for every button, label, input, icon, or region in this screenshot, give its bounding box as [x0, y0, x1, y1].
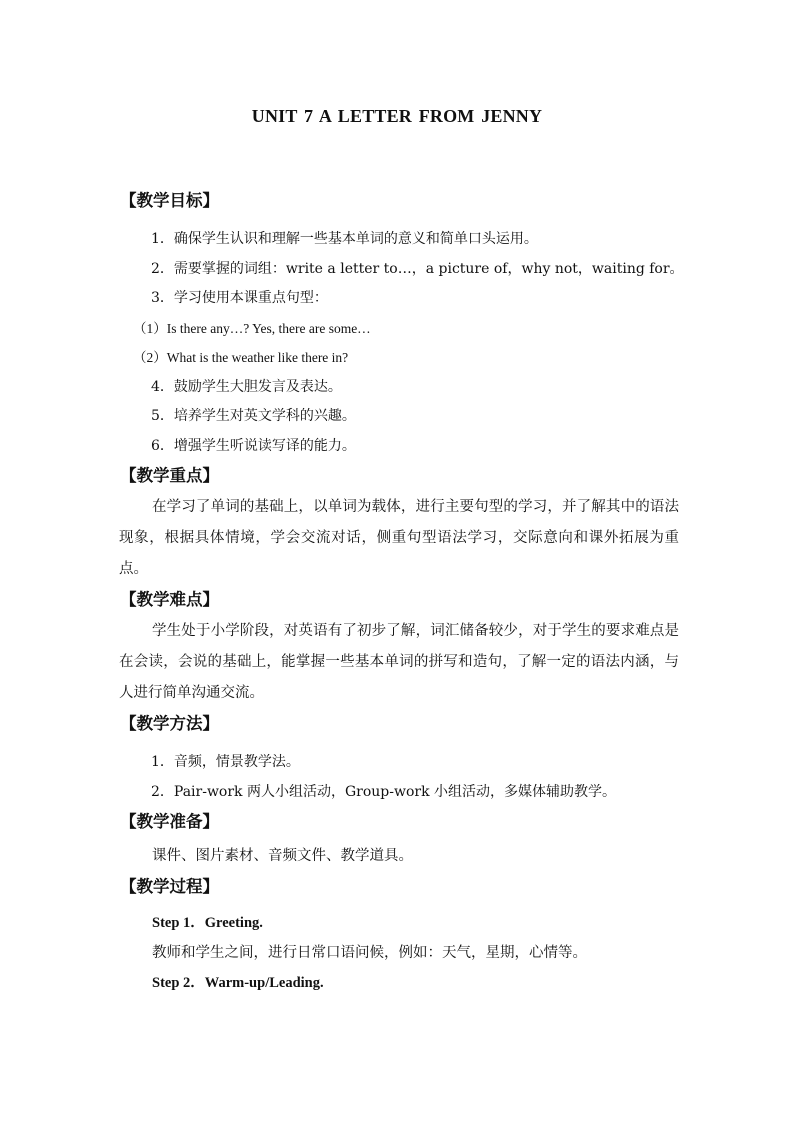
section-heading-preparation: 【教学准备】 — [120, 812, 219, 831]
section-heading-key-points: 【教学重点】 — [120, 466, 219, 485]
objective-item: 3．学习使用本课重点句型： — [151, 290, 328, 306]
section-heading-difficulties: 【教学难点】 — [120, 590, 219, 609]
objective-item: 4．鼓励学生大胆发言及表达。 — [151, 378, 342, 395]
objective-item: 5．培养学生对英文学科的兴趣。 — [151, 408, 356, 424]
key-points-paragraph: 在学习了单词的基础上，以单词为载体，进行主要句型的学习，并了解其中的语法现象，根据具体情境，学会交流对话，侧重句型语法学习，交际意向和课外拓展为重点。 — [119, 499, 679, 577]
method-item: 2．Pair-work 两人小组活动，Group-work 小组活动，多媒体辅助教学。 — [151, 783, 617, 800]
step-description: 教师和学生之间，进行日常口语问候，例如：天气，星期，心情等。 — [152, 945, 587, 961]
section-heading-process: 【教学过程】 — [120, 877, 219, 896]
objective-subitem-text: （2）What is the weather like there in? — [133, 350, 349, 365]
objective-subitem-text: （1）Is there any…? Yes, there are some… — [133, 320, 371, 336]
step-title: Step 1．Greeting. — [152, 915, 263, 931]
step-title: Step 2．Warm-up/Leading. — [152, 975, 324, 991]
objective-item: 1．确保学生认识和理解一些基本单词的意义和简单口头运用。 — [151, 231, 538, 247]
preparation-text: 课件、图片素材、音频文件、教学道具。 — [152, 848, 413, 864]
objective-item: 2．需要掌握的词组：write a letter to…，a picture of，why not，waiting for。 — [151, 260, 684, 277]
document-body — [119, 186, 684, 998]
document-title: UNIT 7 A LETTER FROM JENNY — [251, 106, 543, 126]
difficulties-paragraph: 学生处于小学阶段，对英语有了初步了解，词汇储备较少，对于学生的要求难点是在会读，会说的基础上，能掌握一些基本单词的拼写和造句，了解一定的语法内涵，与人进行简单沟通交流。 — [119, 623, 679, 701]
objective-subitem — [119, 343, 679, 373]
objective-item: 6．增强学生听说读写译的能力。 — [151, 437, 356, 454]
section-heading-objectives: 【教学目标】 — [120, 191, 219, 210]
method-item: 1．音频，情景教学法。 — [151, 754, 300, 770]
section-heading-methods: 【教学方法】 — [120, 714, 219, 733]
objective-subitem — [119, 314, 679, 344]
